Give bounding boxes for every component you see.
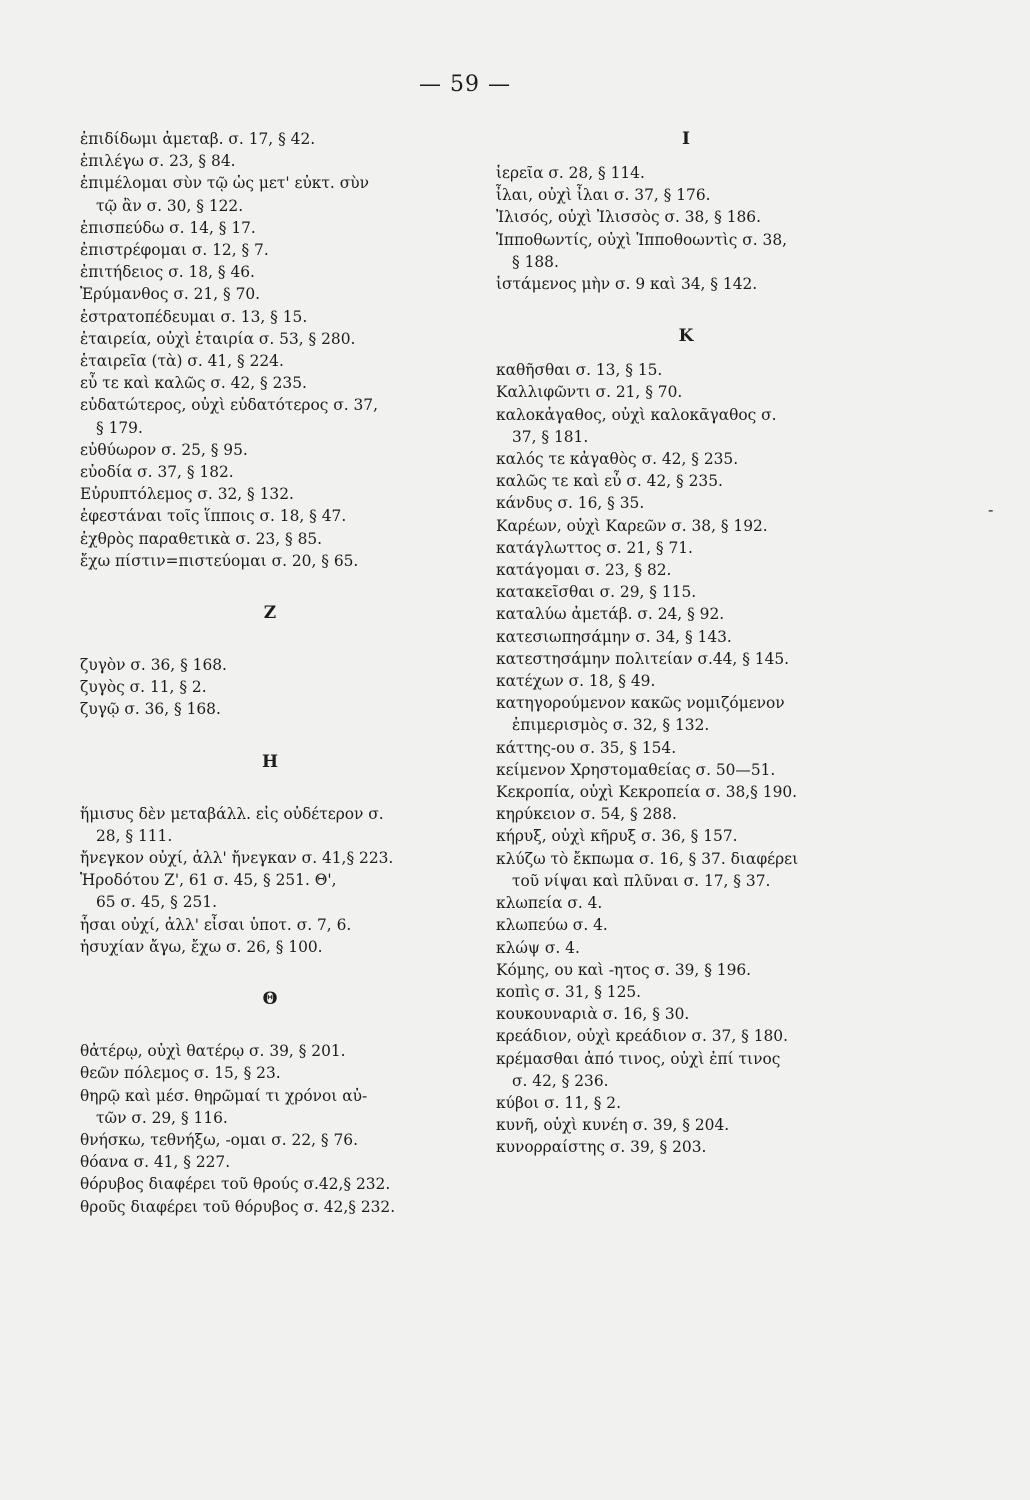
index-entry: κλωπεύω σ. 4. (496, 916, 608, 935)
index-entry: Κεκροπία, οὐχὶ Κεκροπεία σ. 38,§ 190. (496, 783, 798, 802)
index-entry: καλῶς τε καὶ εὖ σ. 42, § 235. (496, 472, 723, 491)
right-column (496, 128, 876, 1159)
index-entry: τοῦ νίψαι καὶ πλῦναι σ. 17, § 37. (512, 871, 771, 890)
index-entry: ἤνεγκον οὐχί, ἀλλ' ἤνεγκαν σ. 41,§ 223. (80, 849, 394, 868)
index-entry: κυνῆ, οὐχὶ κυνέη σ. 39, § 204. (496, 1116, 730, 1135)
index-entry: καταλύω ἀμετάβ. σ. 24, § 92. (496, 605, 725, 624)
index-entry: κοπὶς σ. 31, § 125. (496, 982, 642, 1001)
entries-zeta (80, 654, 460, 721)
entries-theta (80, 1040, 460, 1218)
entries-iota (496, 162, 876, 295)
section-heading-theta: Θ (262, 989, 278, 1010)
index-entry: ἱερεῖα σ. 28, § 114. (496, 164, 645, 182)
index-entry: κατηγορούμενον κακῶς νομιζόμενον (496, 694, 785, 713)
index-entry: κλώψ σ. 4. (496, 938, 580, 957)
index-entry: ἧσαι οὐχί, ἀλλ' εἶσαι ὑποτ. σ. 7, 6. (80, 915, 352, 934)
index-entry: ζυγὸς σ. 11, § 2. (80, 678, 207, 697)
index-entry: ἐπιλέγω σ. 23, § 84. (80, 152, 236, 171)
index-entry: θροῦς διαφέρει τοῦ θόρυβος σ. 42,§ 232. (80, 1197, 396, 1216)
entries-kappa (496, 359, 876, 1158)
index-entry: εὐδατώτερος, οὐχὶ εὐδατότερος σ. 37, (80, 396, 378, 415)
index-entry: Ἡροδότου Ζ', 61 σ. 45, § 251. Θ', (80, 871, 337, 890)
index-entry: κυνορραίστης σ. 39, § 203. (496, 1138, 707, 1157)
index-entry: εὖ τε καὶ καλῶς σ. 42, § 235. (80, 374, 307, 393)
index-entry: σ. 42, § 236. (512, 1071, 609, 1090)
index-entry: κρεάδιον, οὐχὶ κρεάδιον σ. 37, § 180. (496, 1027, 788, 1046)
index-entry: κλύζω τὸ ἔκπωμα σ. 16, § 37. διαφέρει (496, 849, 799, 868)
index-entry: κατάγομαι σ. 23, § 82. (496, 561, 672, 580)
left-column (80, 128, 460, 1218)
index-entry: καλοκἀγαθος, οὐχὶ καλοκᾶγαθος σ. (496, 405, 777, 424)
index-entry: ἐχθρὸς παραθετικὰ σ. 23, § 85. (80, 529, 323, 548)
index-entry: ἐστρατοπέδευμαι σ. 13, § 15. (80, 307, 308, 326)
margin-mark: - (988, 500, 994, 519)
index-entry: § 188. (512, 252, 559, 271)
index-entry: ἐπιμερισμὸς σ. 32, § 132. (512, 716, 710, 735)
index-entry: 65 σ. 45, § 251. (96, 893, 217, 912)
index-entry: κατεσιωπησάμην σ. 34, § 143. (496, 627, 732, 646)
index-entry: ἔχω πίστιν=πιστεύομαι σ. 20, § 65. (80, 551, 359, 570)
index-entry: καλός τε κἀγαθὸς σ. 42, § 235. (496, 450, 739, 469)
index-entry: ζυγὸν σ. 36, § 168. (80, 656, 227, 675)
index-entry: τῷ ἂν σ. 30, § 122. (96, 196, 244, 215)
index-entry: Καρέων, οὐχὶ Καρεῶν σ. 38, § 192. (496, 516, 768, 535)
index-entry: Κόμης, ου καὶ -ητος σ. 39, § 196. (496, 960, 752, 979)
index-entry: κατεστησάμην πολιτείαν σ.44, § 145. (496, 649, 790, 668)
index-entry: ζυγῷ σ. 36, § 168. (80, 700, 221, 719)
index-entry: ἱστάμενος μὴν σ. 9 καὶ 34, § 142. (496, 275, 758, 294)
index-entry: καθῆσθαι σ. 13, § 15. (496, 361, 663, 380)
index-entry: ἐπιτήδειος σ. 18, § 46. (80, 263, 255, 282)
index-entry: § 179. (96, 418, 143, 437)
index-entry: θεῶν πόλεμος σ. 15, § 23. (80, 1064, 281, 1083)
index-entry: ἐφεστάναι τοῖς ἵπποις σ. 18, § 47. (80, 507, 347, 526)
page-number: — 59 — (419, 72, 511, 97)
entries-epsilon (80, 128, 460, 572)
entries-eta (80, 803, 460, 958)
index-entry: κουκουναριὰ σ. 16, § 30. (496, 1005, 690, 1024)
index-entry: Ἰλισός, οὐχὶ Ἰλισσὸς σ. 38, § 186. (496, 208, 761, 227)
index-entry: κατακεῖσθαι σ. 29, § 115. (496, 583, 697, 602)
index-entry: κάττης-ου σ. 35, § 154. (496, 738, 677, 757)
index-entry: θἀτέρῳ, οὐχὶ θατέρῳ σ. 39, § 201. (80, 1042, 346, 1061)
index-entry: ἐπιμέλομαι σὺν τῷ ὡς μετ' εὐκτ. σὺν (80, 174, 369, 193)
index-entry: ἑταιρεία, οὐχὶ ἑταιρία σ. 53, § 280. (80, 329, 356, 348)
index-entry: τῶν σ. 29, § 116. (96, 1108, 228, 1127)
index-entry: Ἱπποθωντίς, οὐχὶ Ἱπποθοωντὶς σ. 38, (496, 230, 788, 249)
index-entry: Ἐρύμανθος σ. 21, § 70. (80, 285, 261, 304)
index-entry: θηρῷ καὶ μέσ. θηρῶμαί τι χρόνοι αὐ- (80, 1086, 368, 1105)
index-entry: εὐθύωρον σ. 25, § 95. (80, 440, 248, 459)
index-entry: 37, § 181. (512, 427, 589, 446)
index-entry: κρέμασθαι ἀπό τινος, οὐχὶ ἐπί τινος (496, 1049, 781, 1068)
index-entry: κείμενον Χρηστομαθείας σ. 50—51. (496, 760, 776, 779)
index-entry: θόανα σ. 41, § 227. (80, 1153, 231, 1172)
section-heading-iota: I (682, 129, 690, 149)
index-entry: κλωπεία σ. 4. (496, 894, 603, 913)
index-entry: κύβοι σ. 11, § 2. (496, 1093, 621, 1112)
index-entry: κατάγλωττος σ. 21, § 71. (496, 538, 693, 557)
index-entry: ἥμισυς δὲν μεταβάλλ. εἰς οὐδέτερον σ. (80, 804, 384, 823)
section-heading-eta: H (261, 751, 279, 772)
index-entry: κάνδυς σ. 16, § 35. (496, 494, 645, 513)
index-entry: ἐπιστρέφομαι σ. 12, § 7. (80, 241, 269, 260)
index-entry: 28, § 111. (96, 826, 173, 845)
index-entry: εὐοδία σ. 37, § 182. (80, 463, 234, 482)
index-entry: ἑταιρεῖα (τὰ) σ. 41, § 224. (80, 352, 284, 371)
index-entry: ἶλαι, οὐχὶ ἶλαι σ. 37, § 176. (496, 186, 711, 205)
index-entry: ἐπισπεύδω σ. 14, § 17. (80, 218, 256, 237)
index-entry: κηρύκειον σ. 54, § 288. (496, 805, 677, 824)
index-entry: κατέχων σ. 18, § 49. (496, 672, 656, 691)
section-heading-kappa: K (678, 326, 694, 347)
index-entry: Εὐρυπτόλεμος σ. 32, § 132. (80, 485, 294, 504)
index-entry: ἡσυχίαν ἄγω, ἔχω σ. 26, § 100. (80, 937, 323, 956)
section-heading-zeta: Z (263, 603, 277, 624)
index-entry: Καλλιφῶντι σ. 21, § 70. (496, 383, 683, 402)
index-entry: θόρυβος διαφέρει τοῦ θρούς σ.42,§ 232. (80, 1175, 391, 1194)
index-entry: ἐπιδίδωμι ἀμεταβ. σ. 17, § 42. (80, 130, 316, 148)
index-entry: θνήσκω, τεθνήξω, -ομαι σ. 22, § 76. (80, 1130, 358, 1149)
index-entry: κήρυξ, οὐχὶ κῆρυξ σ. 36, § 157. (496, 827, 738, 846)
